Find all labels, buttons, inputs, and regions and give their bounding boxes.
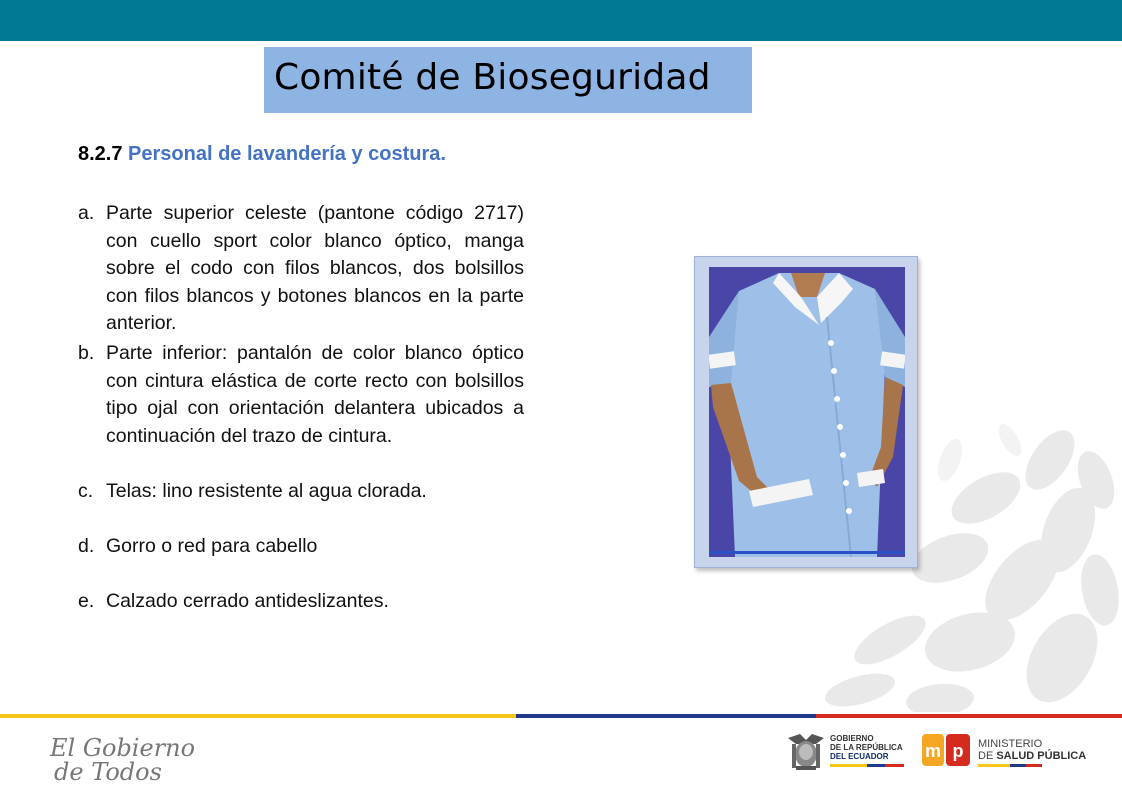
msp-line-1: MINISTERIO — [978, 738, 1043, 750]
section-number: 8.2.7 — [78, 143, 123, 165]
msp-line-2-strong: SALUD PÚBLICA — [996, 750, 1087, 762]
list-item — [78, 340, 524, 450]
list-item — [78, 200, 524, 338]
ecuador-coat-of-arms-icon — [786, 730, 826, 772]
footer-divider-blue — [516, 714, 816, 718]
section-title: Personal de lavandería y costura. — [128, 143, 446, 165]
list-marker: d. — [78, 535, 95, 557]
list-item-text: Parte inferior: pantalón de color blanco óptico con cintura elástica de corte recto con bolsillos tipo ojal con orientación delantera ubicados a continuación del trazo de cintura. — [106, 342, 524, 447]
gov-line-3: DEL ECUADOR — [830, 752, 889, 761]
list-item-text: Telas: lino resistente al agua clorada. — [106, 480, 427, 502]
gov-line-2: DE LA REPÚBLICA — [830, 743, 903, 752]
list-marker: b. — [78, 342, 95, 364]
top-header-bar — [0, 0, 1122, 41]
government-name — [830, 734, 903, 761]
list-item-text: Calzado cerrado antideslizantes. — [106, 590, 389, 612]
msp-logo-icon — [922, 730, 972, 770]
list-item — [78, 588, 524, 616]
list-marker: e. — [78, 590, 95, 612]
uniform-photo — [694, 256, 918, 568]
list-item — [78, 478, 524, 506]
svg-text:m: m — [924, 741, 942, 761]
slogan-line-1: El Gobierno — [50, 734, 196, 762]
uniform-illustration — [709, 267, 905, 557]
footer-divider-red — [816, 714, 1122, 718]
list-item-text: Gorro o red para cabello — [106, 535, 318, 557]
msp-line-2-prefix: DE — [978, 750, 997, 762]
gov-line-1: GOBIERNO — [830, 734, 874, 743]
list-item — [78, 533, 524, 561]
list-marker: c. — [78, 480, 94, 502]
title-box — [264, 47, 752, 113]
ministry-name — [978, 738, 1086, 762]
section-heading — [78, 143, 446, 166]
government-slogan — [50, 736, 195, 784]
footer-divider-yellow — [0, 714, 516, 718]
list-marker: a. — [78, 202, 95, 224]
flag-stripe — [978, 764, 1042, 767]
list-item-text: Parte superior celeste (pantone código 2717) con cuello sport color blanco óptico, manga sobre el codo con filos blancos, dos bolsillos con filos blancos y botones blancos en la parte anterior. — [106, 202, 524, 334]
svg-text:p: p — [952, 741, 964, 761]
flag-stripe — [830, 764, 904, 767]
slogan-line-2: de Todos — [54, 758, 162, 786]
slide-title: Comité de Bioseguridad — [274, 57, 711, 98]
